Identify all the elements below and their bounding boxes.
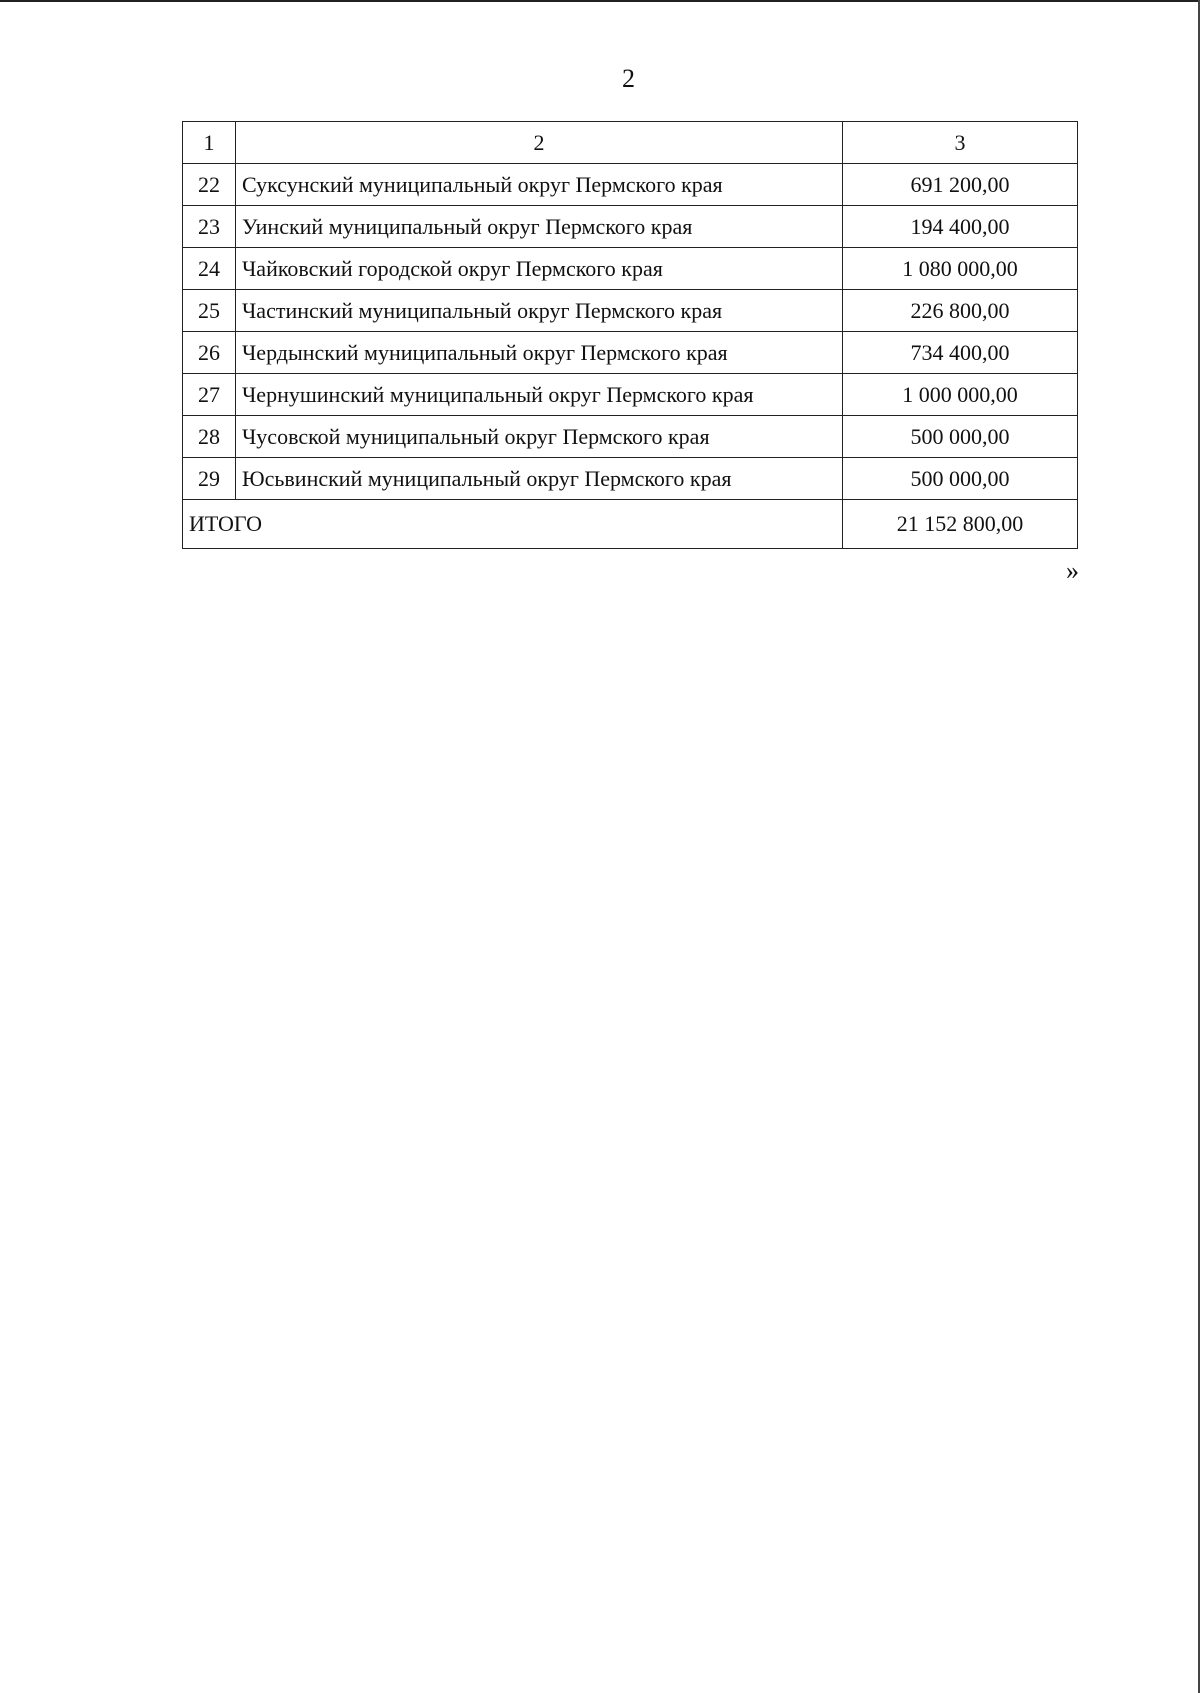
- table-row: [183, 374, 1078, 416]
- header-cell-3: 3: [843, 122, 1078, 164]
- municipality-name-cell: Юсьвинский муниципальный округ Пермского края: [236, 458, 843, 500]
- table-row: [183, 206, 1078, 248]
- row-number-cell: 24: [183, 248, 236, 290]
- municipality-name-cell: Чусовской муниципальный округ Пермского края: [236, 416, 843, 458]
- amount-cell: 1 080 000,00: [843, 248, 1078, 290]
- amount-cell: 734 400,00: [843, 332, 1078, 374]
- total-label-cell: ИТОГО: [183, 500, 843, 549]
- row-number-cell: 26: [183, 332, 236, 374]
- municipality-name-cell: Уинский муниципальный округ Пермского края: [236, 206, 843, 248]
- municipality-name-cell: Чердынский муниципальный округ Пермского края: [236, 332, 843, 374]
- table-row: [183, 290, 1078, 332]
- table-row: [183, 248, 1078, 290]
- page-number: 2: [622, 64, 635, 93]
- allocation-table: [182, 121, 1078, 549]
- municipality-name-cell: Суксунский муниципальный округ Пермского края: [236, 164, 843, 206]
- amount-cell: 500 000,00: [843, 416, 1078, 458]
- scan-edge-top: [0, 0, 1200, 2]
- header-cell-1: 1: [183, 122, 236, 164]
- amount-cell: 226 800,00: [843, 290, 1078, 332]
- row-number-cell: 22: [183, 164, 236, 206]
- municipality-name-cell: Чернушинский муниципальный округ Пермского края: [236, 374, 843, 416]
- row-number-cell: 29: [183, 458, 236, 500]
- total-row: [183, 500, 1078, 549]
- table-row: [183, 164, 1078, 206]
- table-row: [183, 458, 1078, 500]
- total-amount-cell: 21 152 800,00: [843, 500, 1078, 549]
- row-number-cell: 23: [183, 206, 236, 248]
- table-row: [183, 332, 1078, 374]
- amount-cell: 500 000,00: [843, 458, 1078, 500]
- row-number-cell: 25: [183, 290, 236, 332]
- amount-cell: 1 000 000,00: [843, 374, 1078, 416]
- row-number-cell: 28: [183, 416, 236, 458]
- header-cell-2: 2: [236, 122, 843, 164]
- table-header-row: [183, 122, 1078, 164]
- row-number-cell: 27: [183, 374, 236, 416]
- closing-quote: »: [1066, 556, 1079, 585]
- table-row: [183, 416, 1078, 458]
- amount-cell: 194 400,00: [843, 206, 1078, 248]
- municipality-name-cell: Чайковский городской округ Пермского края: [236, 248, 843, 290]
- municipality-name-cell: Частинский муниципальный округ Пермского края: [236, 290, 843, 332]
- amount-cell: 691 200,00: [843, 164, 1078, 206]
